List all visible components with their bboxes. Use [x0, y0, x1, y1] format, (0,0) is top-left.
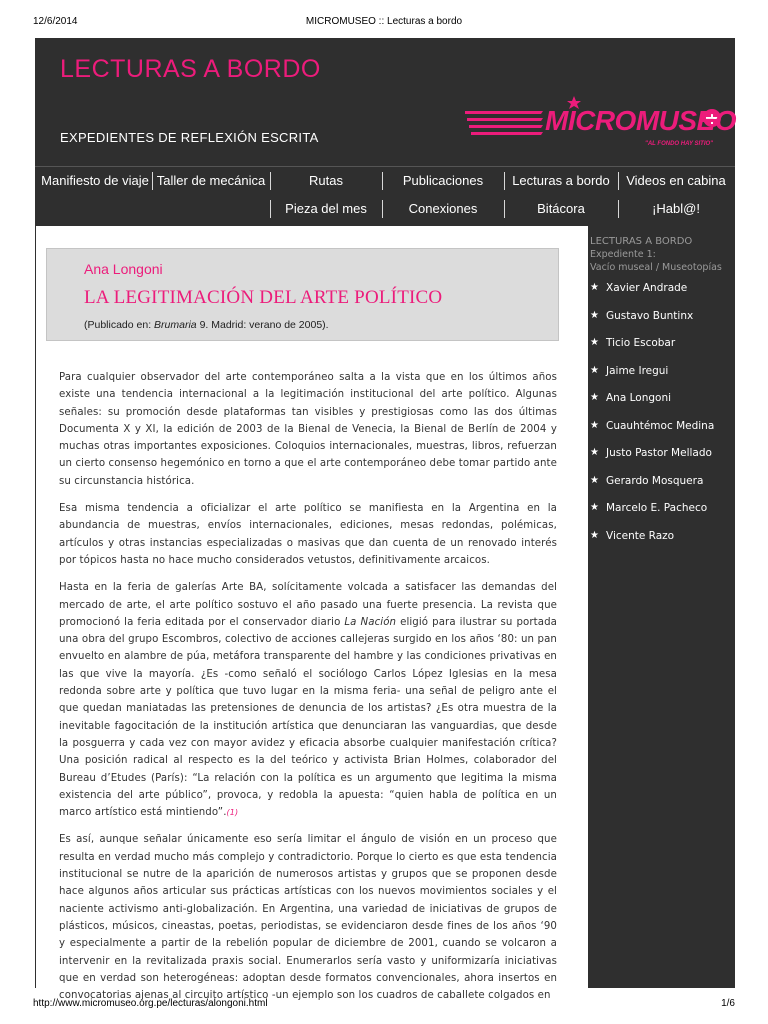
sidebar-item-label: Ana Longoni: [606, 392, 672, 404]
paragraph: Para cualquier observador del arte contemporáneo salta a la vista que en los últimos años existe una tendencia internacional a la legitimación institucional del arte político. Algunas señales: su promoción desde plataformas tan visibles y prestigiosas como las dos últimas Documenta X y XI, la edición de 2003 de la Bienal de Venecia, la Bienal de Berlín de 2004 y muchas otras importantes exposiciones. Coloquios internacionales, muestras, libros, refuerzan un cierto consenso hegemónico en torno a que el arte contemporáneo debe tomar partido ante su circunstancia histórica.: [59, 372, 557, 487]
paragraph-part: Hasta en la feria de galerías Arte BA, solícitamente volcada a satisfacer las demandas del mercado de arte, el arte político sostuvo el año pasado una fuerte presencia. La revista que promocionó la feria editada por el conservador diario: [59, 582, 557, 628]
site-frame: [35, 38, 736, 1002]
source-suffix: 9. Madrid: verano de 2005).: [196, 319, 329, 331]
source-prefix: (Publicado en:: [84, 319, 155, 331]
print-title: MICROMUSEO :: Lecturas a bordo: [305, 16, 463, 27]
sidebar-item-label: Vicente Razo: [606, 529, 675, 542]
star-icon: ★: [590, 419, 599, 431]
nav-publicaciones[interactable]: Publicaciones: [402, 173, 484, 188]
sidebar-header: [590, 235, 722, 274]
nav-rutas[interactable]: Rutas: [309, 173, 343, 188]
sidebar-expediente-title: Vacío museal / Museotopías: [590, 262, 722, 273]
paragraph-emphasis: La Nación: [344, 616, 397, 628]
sidebar-item-label: Ticio Escobar: [606, 337, 676, 349]
sidebar-item-label: Gerardo Mosquera: [606, 474, 704, 487]
nav-hablo[interactable]: ¡Habl@!: [652, 201, 700, 216]
nav-bitacora[interactable]: Bitácora: [537, 201, 585, 216]
paragraph: [59, 579, 557, 821]
sidebar-item-author[interactable]: [590, 475, 714, 503]
sidebar-item-label: Jaime Iregui: [606, 364, 669, 377]
nav-conexiones[interactable]: Conexiones: [408, 201, 478, 216]
star-icon: ★: [590, 502, 599, 513]
sidebar-item-label: Marcelo E. Pacheco: [606, 502, 708, 514]
print-page-number: 1/6: [721, 998, 735, 1009]
nav-row-2: [35, 195, 735, 223]
star-icon: ★: [590, 309, 599, 321]
nav-taller[interactable]: Taller de mecánica: [156, 173, 266, 188]
site-subtitle: EXPEDIENTES DE REFLEXIÓN ESCRITA: [60, 130, 319, 145]
article-title: LA LEGITIMACIÓN DEL ARTE POLÍTICO: [84, 287, 443, 308]
star-icon: ★: [590, 529, 599, 541]
nav-row-1: [35, 167, 735, 195]
logo-wordmark: MICROMUSEO: [545, 105, 736, 136]
sidebar-item-label: Gustavo Buntinx: [606, 309, 694, 322]
nav-lecturas[interactable]: Lecturas a bordo: [512, 173, 610, 188]
sidebar-item-author[interactable]: [590, 282, 714, 310]
article-source: [84, 319, 329, 331]
print-url: http://www.micromuseo.org.pe/lecturas/alongoni.html: [33, 998, 268, 1009]
sidebar-author-list: [590, 282, 714, 557]
sidebar-item-author[interactable]: [590, 365, 714, 393]
paragraph: Esa misma tendencia a oficializar el arte político se manifiesta en la Argentina en la abundancia de muestras, envíos internacionales, ediciones, mesas redondas, polémicas, artículos y otras instancias especializadas o masivas que dan cuenta de un renovado interés por tópicos hasta no hace mucho considerados vetustos, definitivamente arcaicos.: [59, 503, 557, 566]
source-publication: Brumaria: [154, 319, 197, 331]
sidebar-expediente: Expediente 1:: [590, 249, 656, 260]
nav-manifiesto[interactable]: Manifiesto de viaje: [41, 173, 149, 188]
nav-pieza[interactable]: Pieza del mes: [285, 201, 367, 216]
logo-tagline: "AL FONDO HAY SITIO": [645, 141, 714, 147]
sidebar-item-author[interactable]: [590, 420, 714, 448]
main-nav: [35, 166, 735, 224]
sidebar-item-author[interactable]: [590, 392, 714, 420]
footnote-link[interactable]: (1): [226, 808, 239, 818]
star-icon: ★: [590, 474, 599, 486]
print-date: 12/6/2014: [33, 16, 78, 27]
site-title: LECTURAS A BORDO: [60, 55, 321, 83]
nav-videos[interactable]: Videos en cabina: [626, 173, 726, 188]
star-icon: ★: [590, 447, 599, 458]
star-icon: ★: [590, 392, 599, 403]
sidebar-item-author[interactable]: [590, 447, 714, 475]
sidebar-item-author[interactable]: [590, 502, 714, 530]
article-header-box: [46, 248, 559, 341]
paragraph: Es así, aunque señalar únicamente eso sería limitar el ángulo de visión en un proceso que resulta en verdad mucho más complejo y contradictorio. Porque lo cierto es que esta tendencia institucional se nutre de la aparición de numerosos artistas y grupos que se proponen desde hace algunos años articular sus prácticas artísticas con los nuevos movimientos sociales y el naciente activismo anti-globalización. En Argentina, una variedad de iniciativas de grupos de plásticos, músicos, cineastas, poetas, periodistas, se evidenciaron desde fines de los años ‘90 y especialmente a partir de la rebelión popular de diciembre de 2001, cuando se volcaron a intervenir en la revitalizada praxis social. Enumerarlos sería vasto y uniformizaría iniciativas que en verdad son heterogéneas: adoptan desde formatos convencionales, ahora insertos en convocatorias ajenas al circuito artístico -un ejemplo son los cuadros de caballete colgados en: [59, 834, 557, 1002]
banner: [35, 38, 735, 165]
print-header: [0, 16, 768, 32]
sidebar-item-label: Justo Pastor Mellado: [606, 447, 712, 459]
sidebar-item-author[interactable]: [590, 337, 714, 365]
sidebar: [588, 226, 735, 988]
article-content: [36, 226, 588, 1002]
paragraph-part: eligió para ilustrar su portada una obra del grupo Escombros, colectivo de acciones callejeras surgido en los años ‘80: un pan envuelto en alambre de púa, metáfora transparente del hambre y las condiciones privativas en las que vive la mayoría. ¿Es -como señaló el sociólogo Carlos López Iglesias en la mesa redonda sobre arte y política que tuvo lugar en la misma feria- una señal de peligro ante el que quedan maniatadas las pretensiones de denuncia de los artistas? ¿Es otra muestra de la inevitable fagocitación de la institución artística que denunciaran las vanguardias, que desde la posguerra y cada vez con mayor avidez y eficacia absorbe cualquier manifestación crítica? Una posición radical al respecto es la del teórico y activista Brian Holmes, colaborador del Bureau d’Etudes (París): “La relación con la política es un argumento que legitima la misma existencia del arte público”, provoca, y redobla la apuesta: “quien habla de política en un marco artístico está mintiendo”.: [59, 616, 557, 819]
article-body: [59, 369, 557, 1014]
sidebar-item-label: Xavier Andrade: [606, 282, 688, 294]
sidebar-item-label: Cuauhtémoc Medina: [606, 419, 715, 432]
article-author: Ana Longoni: [84, 261, 163, 277]
micromuseo-logo[interactable]: [463, 93, 736, 163]
star-icon: ★: [590, 282, 599, 293]
sidebar-heading: LECTURAS A BORDO: [590, 236, 693, 247]
star-icon: ★: [590, 337, 599, 348]
sidebar-item-author[interactable]: [590, 310, 714, 338]
print-footer: [0, 998, 768, 1014]
sidebar-item-author[interactable]: [590, 530, 714, 558]
star-icon: ★: [590, 364, 599, 376]
